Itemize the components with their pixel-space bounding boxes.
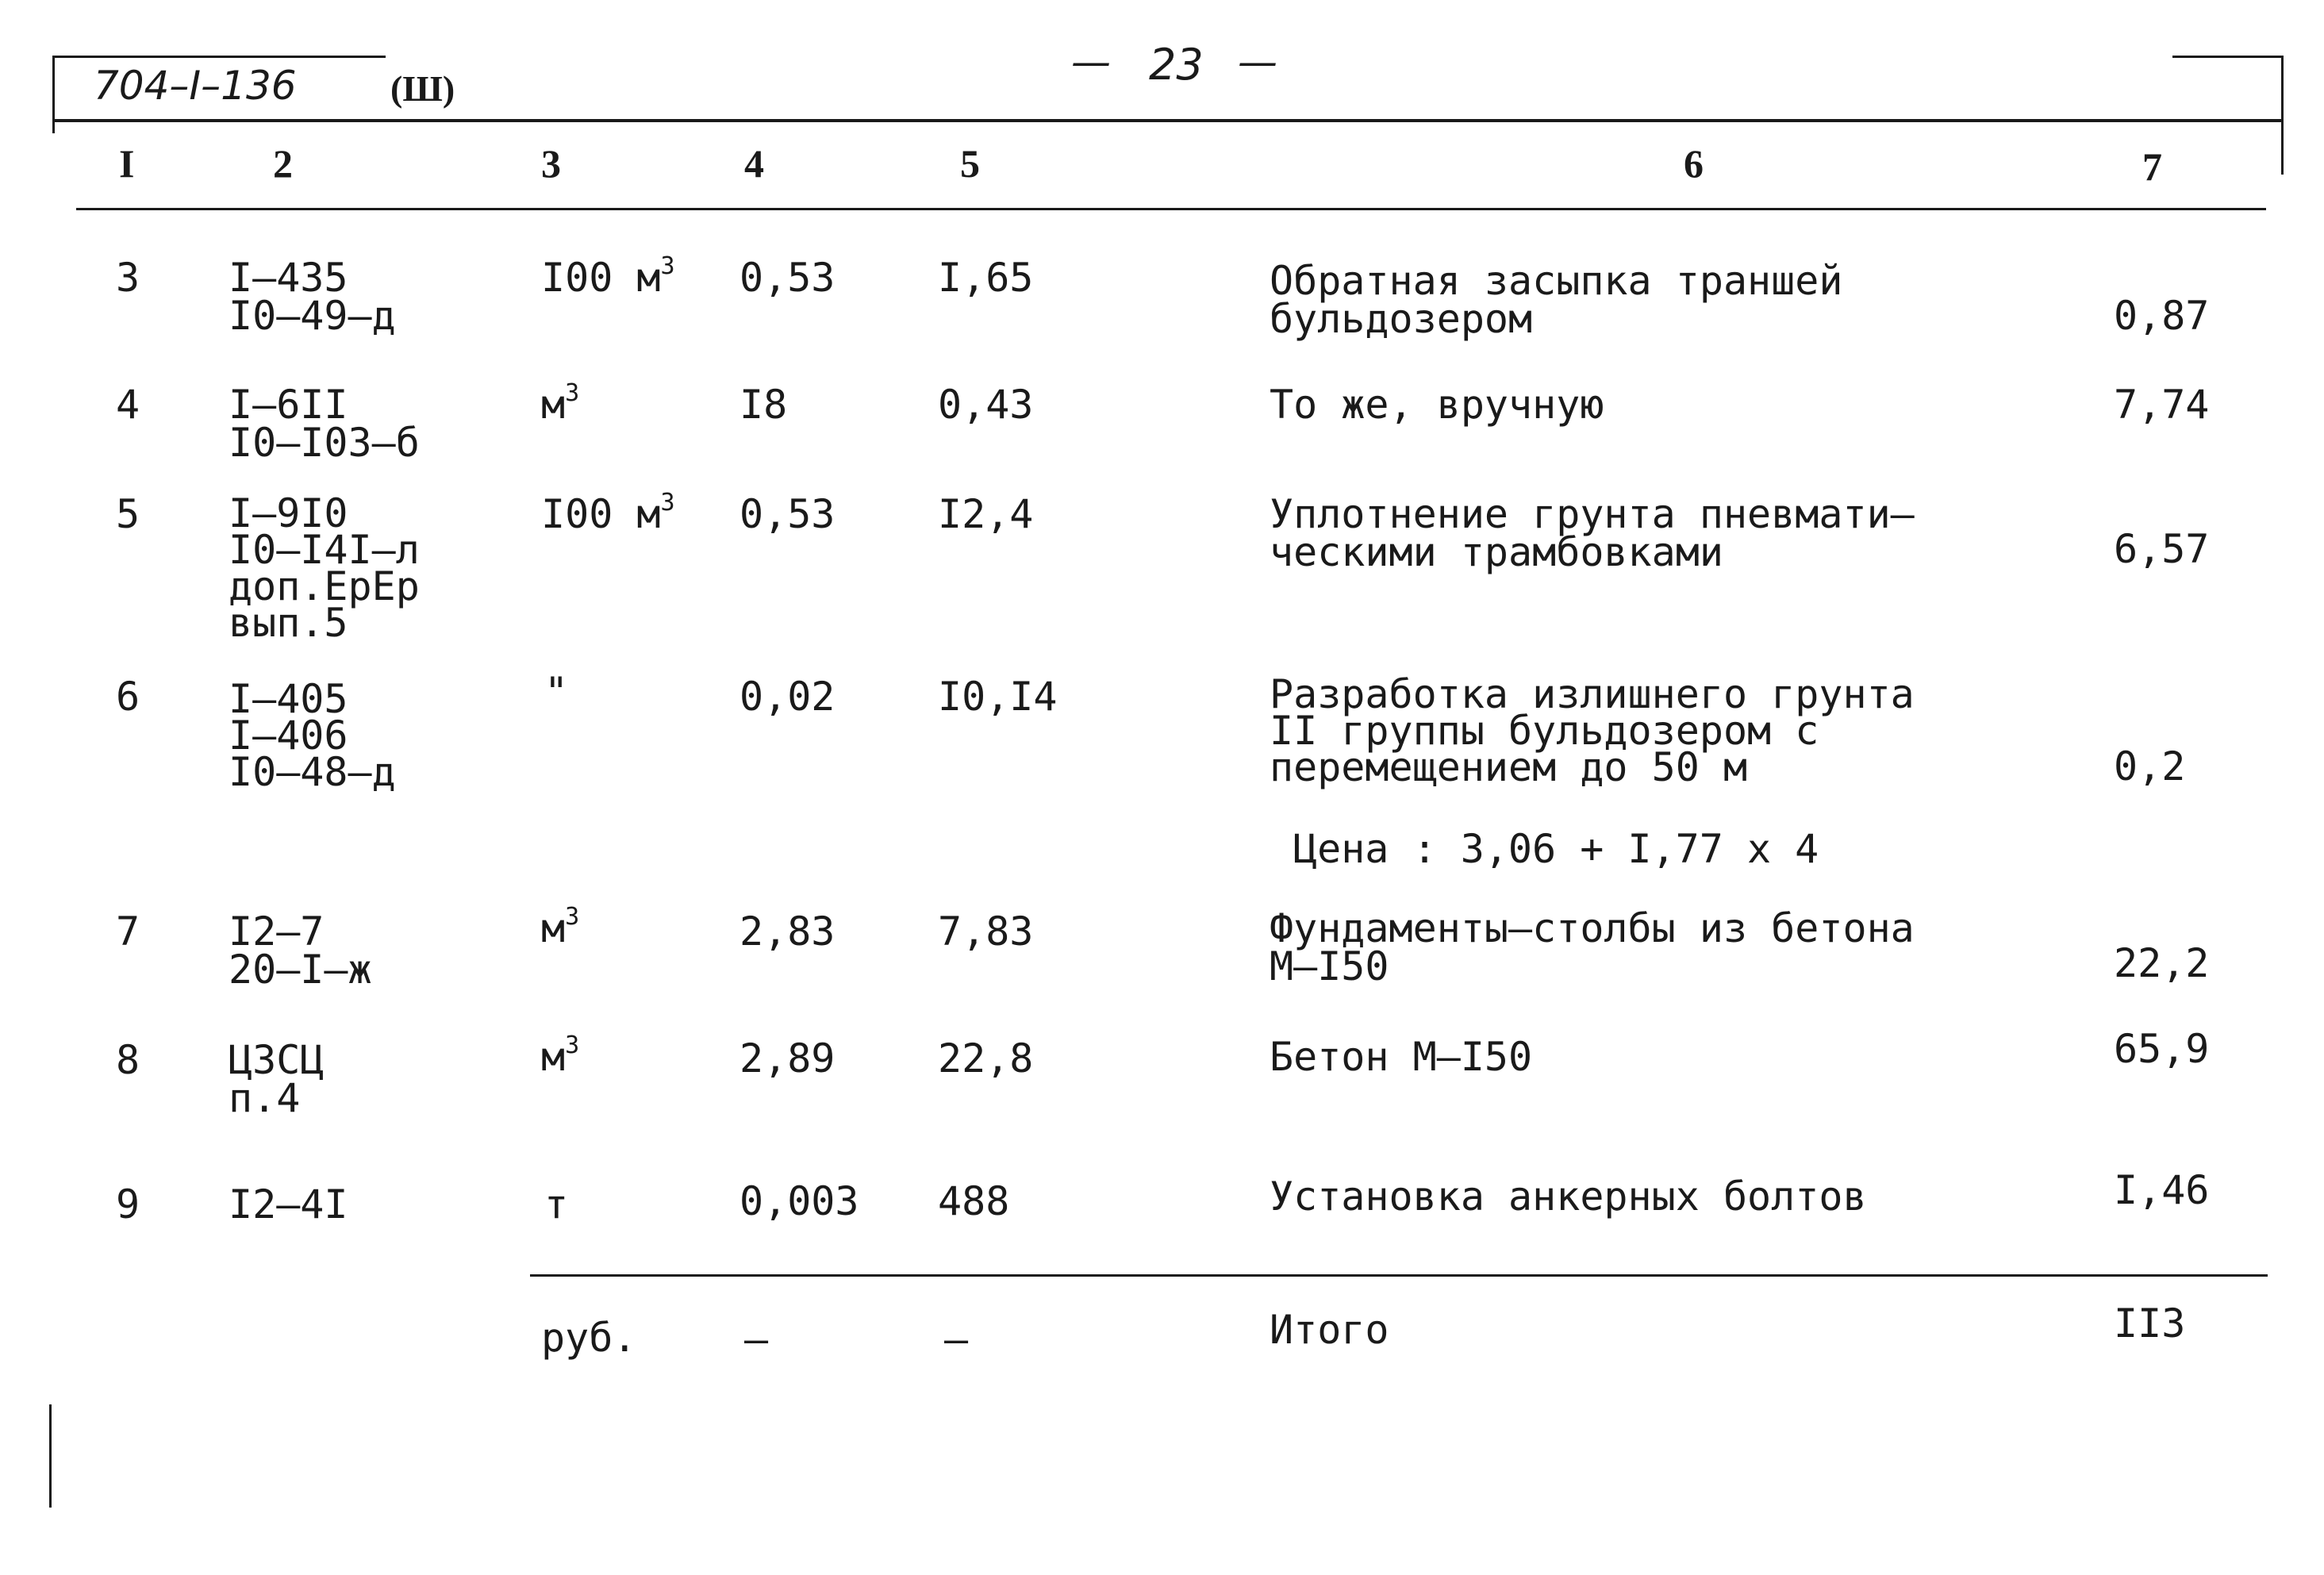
row-total: 22,2 bbox=[2114, 940, 2210, 986]
row-price: I,65 bbox=[938, 255, 1034, 301]
summary-total: II3 bbox=[2114, 1300, 2186, 1346]
column-header-1: I bbox=[119, 141, 135, 186]
frame-top-left bbox=[52, 56, 386, 58]
row-unit: $м^3$ bbox=[541, 903, 580, 951]
row-description: Разработка излишнего грунта II группы бульдозером с перемещением до 50 м bbox=[1270, 671, 1915, 790]
price-formula-note: Цена : 3,06 + I,77 х 4 bbox=[1293, 826, 1819, 872]
row-quantity: 0,02 bbox=[739, 674, 835, 720]
row-price: 7,83 bbox=[938, 909, 1034, 955]
row-code: I2–4I bbox=[229, 1181, 348, 1227]
row-unit: $м^3$ bbox=[541, 1031, 580, 1080]
row-description: Бетон М–I50 bbox=[1270, 1034, 1533, 1080]
row-price: I2,4 bbox=[938, 491, 1034, 537]
doc-suffix: (Ш) bbox=[390, 68, 455, 109]
row-price: 22,8 bbox=[938, 1035, 1034, 1081]
row-quantity: 0,53 bbox=[739, 491, 835, 537]
column-header-2: 2 bbox=[273, 141, 293, 186]
page-number: 23 bbox=[1149, 40, 1204, 90]
row-total: 0,87 bbox=[2114, 293, 2210, 339]
row-number: 4 bbox=[116, 382, 140, 428]
row-code: I–6II I0–I03–б bbox=[229, 382, 420, 466]
row-quantity: I8 bbox=[739, 382, 788, 428]
left-margin-line bbox=[49, 1404, 52, 1508]
row-code: I–435 I0–49–д bbox=[229, 255, 396, 339]
summary-price: – bbox=[944, 1316, 969, 1362]
row-number: 6 bbox=[116, 674, 140, 720]
frame-right bbox=[2281, 56, 2284, 175]
column-header-4: 4 bbox=[744, 141, 764, 186]
summary-label: Итого bbox=[1270, 1307, 1389, 1353]
row-description: Фундаменты–столбы из бетона М–I50 bbox=[1270, 905, 1915, 989]
row-quantity: 2,83 bbox=[739, 909, 835, 955]
row-number: 9 bbox=[116, 1181, 140, 1227]
row-description: То же, вручную bbox=[1270, 382, 1604, 428]
row-unit: I00 $м^3$ bbox=[541, 252, 675, 301]
row-price: 0,43 bbox=[938, 382, 1034, 428]
row-number: 8 bbox=[116, 1037, 140, 1083]
row-unit: " bbox=[544, 669, 569, 715]
row-price: I0,I4 bbox=[938, 674, 1058, 720]
row-unit: т bbox=[544, 1181, 569, 1227]
page-dash-right: — bbox=[1238, 39, 1277, 85]
doc-code: 704–I–136 bbox=[94, 63, 297, 109]
row-number: 5 bbox=[116, 491, 140, 537]
row-number: 7 bbox=[116, 909, 140, 955]
row-number: 3 bbox=[116, 255, 140, 301]
row-price: 488 bbox=[938, 1178, 1010, 1224]
row-description: Обратная засыпка траншей бульдозером bbox=[1270, 258, 1843, 342]
row-quantity: 0,003 bbox=[739, 1178, 859, 1224]
row-total: 6,57 bbox=[2114, 526, 2210, 572]
row-total: 0,2 bbox=[2114, 743, 2186, 789]
row-description: Установка анкерных болтов bbox=[1270, 1174, 1867, 1220]
row-code: ЦЗСЦ п.4 bbox=[229, 1037, 325, 1121]
row-total: 65,9 bbox=[2114, 1026, 2210, 1072]
frame-top-right bbox=[2172, 56, 2284, 58]
row-code: I–405 I–406 I0–48–д bbox=[229, 676, 396, 795]
summary-quantity: – bbox=[744, 1316, 769, 1362]
row-quantity: 2,89 bbox=[739, 1035, 835, 1081]
total-rule bbox=[530, 1274, 2268, 1277]
row-code: I2–7 20–I–ж bbox=[229, 909, 372, 993]
column-header-5: 5 bbox=[960, 141, 980, 186]
column-header-6: 6 bbox=[1684, 141, 1704, 186]
row-unit: $м^3$ bbox=[541, 379, 580, 428]
row-description: Уплотнение грунта пневмати– ческими трамбовками bbox=[1270, 491, 1915, 575]
page-dash-left: — bbox=[1071, 39, 1111, 85]
row-unit: I00 $м^3$ bbox=[541, 489, 675, 537]
summary-unit: руб. bbox=[541, 1315, 637, 1361]
row-code: I–9I0 I0–I4I–л доп.ЕрЕр вып.5 bbox=[229, 490, 420, 646]
row-total: 7,74 bbox=[2114, 382, 2210, 428]
column-header-7: 7 bbox=[2142, 144, 2162, 189]
column-header-rule bbox=[76, 208, 2266, 210]
header-rule bbox=[52, 119, 2284, 122]
row-quantity: 0,53 bbox=[739, 255, 835, 301]
row-total: I,46 bbox=[2114, 1167, 2210, 1213]
column-header-3: 3 bbox=[541, 141, 561, 186]
